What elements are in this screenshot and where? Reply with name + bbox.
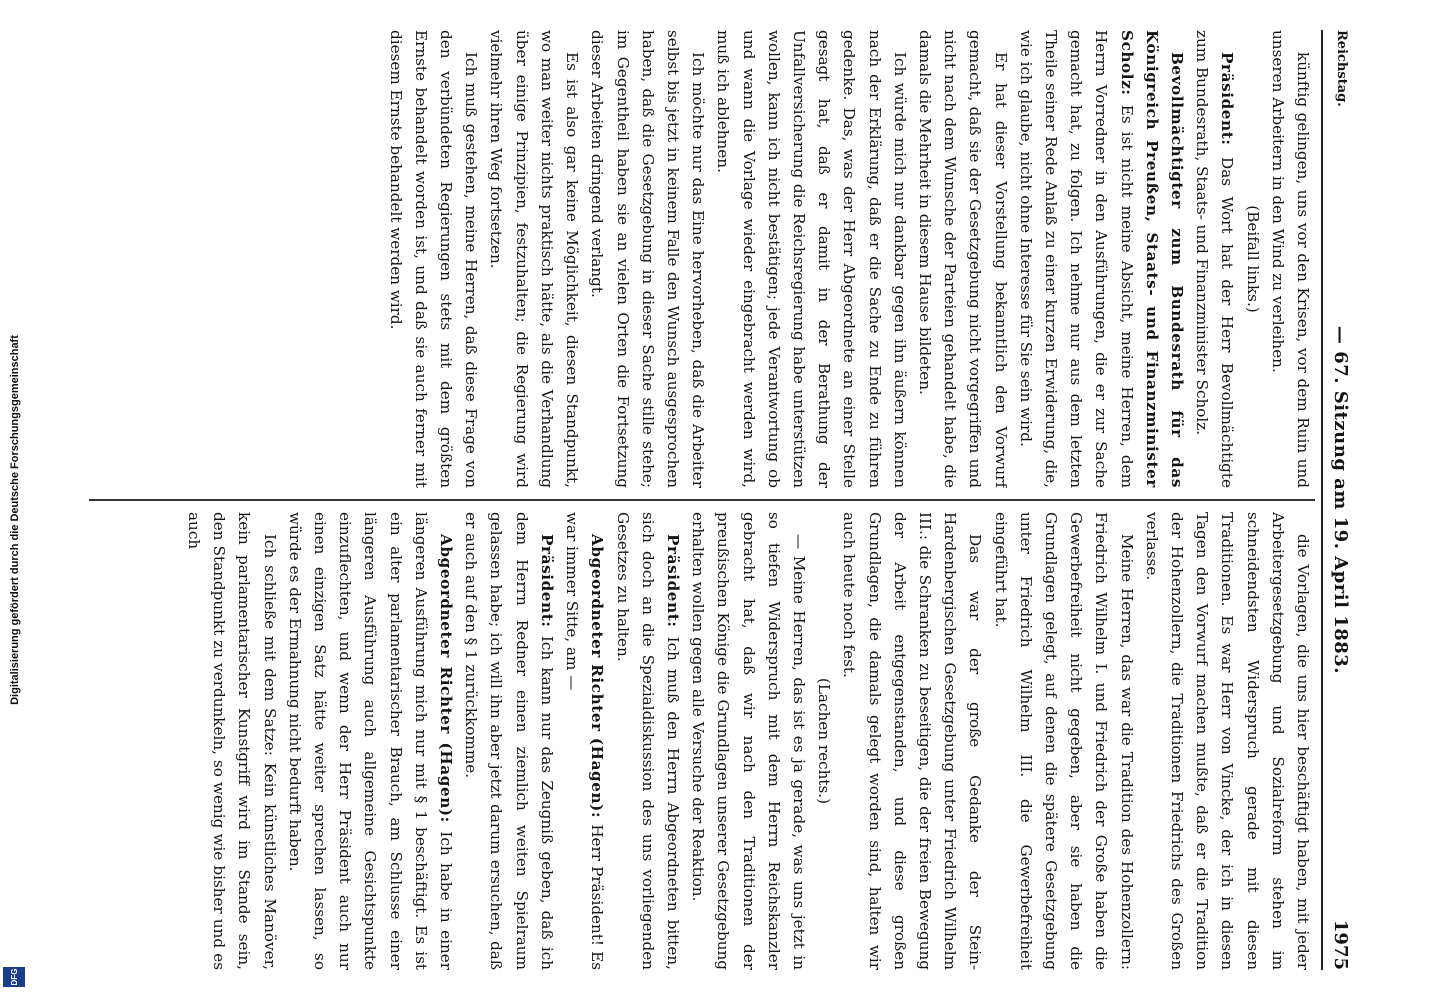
speech-text: Ich muß den Herrn Abgeordneten bitten, sich doch an die Spezialdiskussion des uns vorliegenden Gesetzes zu halten. [613,512,682,970]
digitization-margin [0,0,30,1000]
column-divider [89,499,1315,501]
stage-direction: (Lachen rechts.) [815,677,834,805]
speaker-name: Präsident: [1218,52,1237,158]
speaker-name: Abgeordneter Richter (Hagen): [437,534,456,832]
speech-paragraph [282,512,458,970]
body-paragraph: die Vorlagen, die uns hier beschäftigt haben, mit jeder Arbeitergesetzgebung und Sozialreform stehen im schneidendsten Widerspruch gerade mit diesen Traditionen. Es war Herr von Vincke, der ich in diesen Tagen den Vorwurf machen mußte, daß er die Tradition der Hohenzollern, die Traditionen Friedrichs des Großen verlasse. [1142,512,1312,970]
digitization-note: Digitalisierung gefördert durch die Deutsche Forschungsgemeinschaft [9,335,21,705]
speech-paragraph [458,512,559,970]
speaker-name: Präsident: [537,534,556,636]
speech-text: Das Wort hat der Herr Bevollmächtigte zum Bundesrath, Staats- und Finanzminister Scholz. [1193,30,1237,488]
body-paragraph: Meine Herren, das war die Tradition des Hohenzollern: Friedrich Wilhelm I. und Friedrich der Große haben die Gewerbefreiheit nicht gegeben, aber sie haben die Grundlagen gelegt, auf denen die spätere Gesetzgebung unter Friedrich Wilhelm III. die Gewerbefreiheit eingeführt hat. [991,512,1136,970]
newspaper-page [71,10,1361,990]
body-paragraph: Ich muß gestehen, meine Herren, daß diese Frage von den verbündeten Regierungen stets mit dem größten Ernste behandelt worden ist, und daß sie auch ferner mit diesem Ernste behandelt werden wird. [386,30,481,488]
body-paragraph: Es ist also gar keine Möglichkeit, diesen Standpunkt, wo man weiter nichts praktisch hätte, als die Verhandlung über einige Prinzipien, festzuhalten; die Regierung wird vielmehr ihren Weg fortsetzen. [487,30,582,488]
speech-paragraph [559,512,609,970]
speech-text: Ich kann nur das Zeugniß geben, daß ich dem Herrn Redner einen ziemlich weiten Spielraum gelassen habe; ich will ihn aber jetzt darum ersuchen, daß er auch auf den § 1 zurückkomme. [462,512,556,970]
header-session: — 67. Sitzung am 19. April 1883. [1330,325,1351,675]
speech-text: Ich habe in einer längeren Ausführung mich nur mit § 1 beschäftigt. Es ist ein alter parlamentarischer Brauch, am Schlusse einer längeren Ausführung auch allgemeine Gesichtspunkte einzuflechten, und wenn der Herr Präsident auch nur einen einzigen Satz hätte weiter sprechen lassen, so würde es der Ermahnung nicht bedurft haben. [285,512,456,970]
page-header [1321,30,1353,970]
body-paragraph: Ich würde mich nur dankbar gegen ihn äußern können nach der Erklärung, daß er die Sache zu Ende zu führen gedenke. Das, was der Herr Abgeordnete an einer Stelle gesagt hat, daß er damit in der Berathung der Unfallversicherung die Reichsregierung habe unterstützen wollen, kann ich nicht bestätigen; jede Verantwortung ob und wann die Vorlage wieder eingebracht werden wird, muß ich ablehnen. [714,30,909,488]
body-paragraph: Das war der große Gedanke der Stein-Hardenbergischen Gesetzgebung unter Friedrich Wilhelm III.: die Schranken zu beseitigen, die der freien Bewegung der Arbeit entgegenstanden, und diese großen Grundlagen, die damals gelegt worden sind, halten wir auch heute noch fest. [840,512,985,970]
header-page-number: 1975 [1330,919,1351,970]
right-column [89,512,1315,970]
dfg-logo: DFG [3,967,25,987]
body-paragraph: Ich möchte nur das Eine hervorheben, daß die Arbeiter selbst bis jetzt in keinem Falle den Wunsch ausgesprochen haben, daß die Gesetzgebung in dieser Sache stille stehe; im Gegentheil haben sie an vielen Orten die Fortsetzung dieser Arbeiten dringend verlangt. [588,30,708,488]
body-paragraph: — Meine Herren, das ist es ja gerade, was uns jetzt in so tiefen Widerspruch mit dem Herrn Reichskanzler gebracht hat, daß wir nach den Traditionen der preußischen Könige die Grundlagen unserer Gesetzgebung erhalten wollen gegen alle Versuche der Reaktion. [689,512,808,970]
speaker-name: Abgeordneter Richter (Hagen): [588,534,607,825]
body-paragraph: Ich schließe mit dem Satze: Kein künstliches Manöver, kein parlamentarischer Kunstgriff wird im Stande sein, den Standpunkt zu verdunkeln, so wenig wie bisher und es auch [185,512,279,970]
speech-text: Herr Präsident! Es war immer Sitte, am — [563,512,607,970]
body-paragraph: künftig gelingen, uns vor den Krisen, vor dem Ruin und unseren Arbeitern in den Wind zu verleihen. [1268,30,1312,488]
stage-direction: (Beifall links.) [1243,205,1262,313]
speech-paragraph [609,512,685,970]
speech-paragraph [1189,30,1239,488]
speech-paragraph [1013,30,1189,488]
body-paragraph: Er hat dieser Vorstellung bekanntlich den Vorwurf gemacht, daß sie der Gesetzgebung nicht vorgegriffen und nicht nach dem Wunsche der Parteien gehandelt habe, die damals die Mehrheit in diesem Hause bildeten. [915,30,1010,488]
left-column [89,30,1315,488]
speech-text: Es ist nicht meine Absicht, meine Herren, dem Herrn Vorredner in den Ausführungen, die er zur Sache gemacht hat, zu folgen. Ich nehme nur aus dem letzten Theile seiner Rede Anlaß zu einer kurzen Erwiderung, die, wie ich glaube, nicht ohne Interesse für Sie sein wird. [1016,30,1136,488]
header-publication: Reichstag. [1334,30,1349,107]
speaker-name: Bevollmächtigter zum Bundesrath für das Königreich Preußen, Staats- und Finanzminister Scholz: [1117,30,1186,488]
speaker-name: Präsident: [663,534,682,637]
